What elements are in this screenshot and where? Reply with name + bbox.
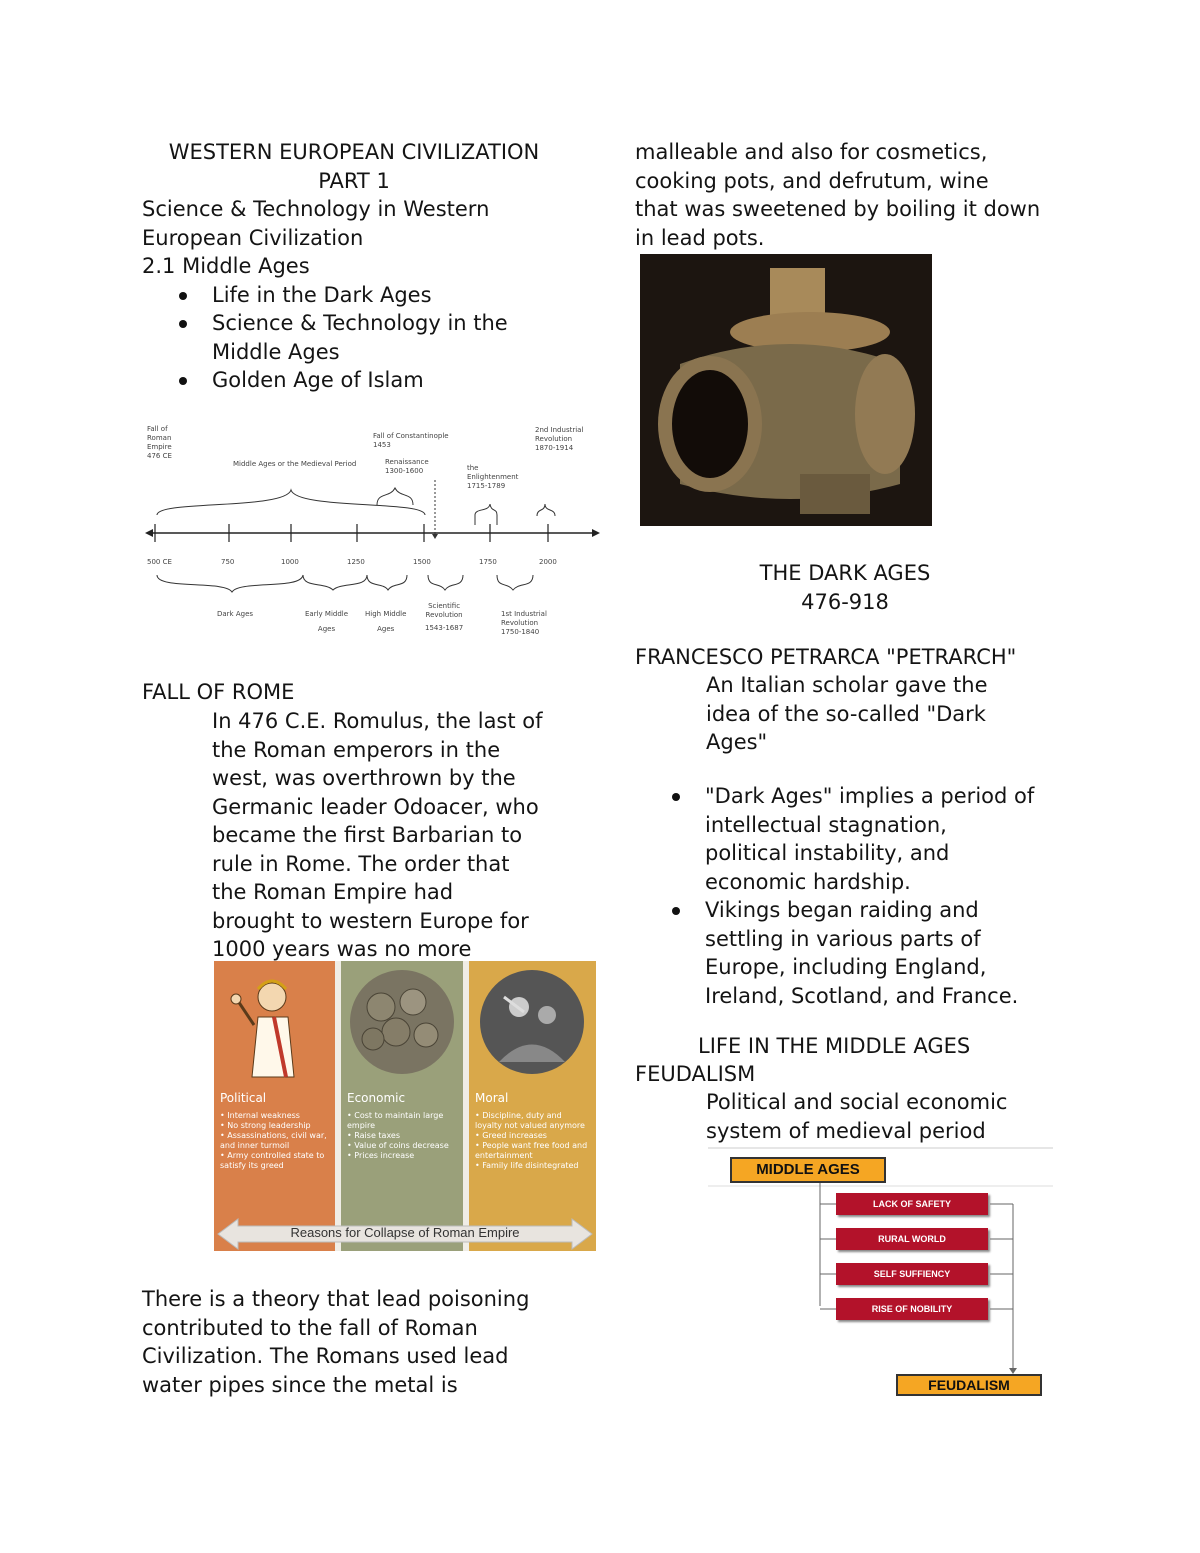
petrarch-heading: FRANCESCO PETRARCA "PETRARCH" bbox=[635, 645, 1017, 669]
moral-panel bbox=[469, 961, 596, 1251]
moral-list: • Discipline, duty and loyalty not valued anymore • Greed increases • People want free food and entertainment • Family life disintegrated bbox=[475, 1111, 591, 1171]
diagram-item: RISE OF NOBILITY bbox=[836, 1298, 988, 1320]
life-heading: LIFE IN THE MIDDLE AGES bbox=[698, 1034, 971, 1058]
economic-title: Economic bbox=[347, 1091, 406, 1105]
document-title bbox=[142, 138, 566, 195]
list-item: "Dark Ages" implies a period of intellectual stagnation, political instability, and economic hardship. bbox=[635, 782, 1075, 896]
list-item: Science & Technology in the bbox=[142, 309, 602, 338]
section-heading: 2.1 Middle Ages bbox=[142, 254, 310, 278]
coins-illustration bbox=[341, 967, 463, 1092]
emperor-illustration bbox=[214, 967, 335, 1092]
fall-of-rome-heading: FALL OF ROME bbox=[142, 680, 295, 704]
tick-label: 1500 bbox=[413, 558, 431, 566]
lead-theory-continued: malleable and also for cosmetics, cooking pots, and defrutum, wine that was sweetened by boiling it down in lead pots. bbox=[635, 140, 1041, 250]
tick-label: 1750 bbox=[479, 558, 497, 566]
moral-title: Moral bbox=[475, 1091, 509, 1105]
economic-panel bbox=[341, 961, 463, 1251]
dark-ages-bullets bbox=[635, 782, 1075, 1010]
political-list: • Internal weakness • No strong leadership • Assassinations, civil war, and inner turmoil • Army controlled state to satisfy its greed bbox=[220, 1111, 332, 1171]
feudalism-box: FEUDALISM bbox=[896, 1374, 1042, 1396]
crowd-illustration bbox=[469, 967, 596, 1092]
collapse-banner-text: Reasons for Collapse of Roman Empire bbox=[290, 1225, 520, 1240]
label-high-middle: High Middle Ages bbox=[365, 610, 407, 633]
diagram-item: RURAL WORLD bbox=[836, 1228, 988, 1250]
tick-label: 1250 bbox=[347, 558, 365, 566]
lead-theory-text: There is a theory that lead poisoning contributed to the fall of Roman Civilization. The Romans used lead water pipes since the metal is bbox=[142, 1287, 530, 1397]
label-constantinople: Fall of Constantinople 1453 bbox=[373, 432, 449, 449]
label-enlightenment: the Enlightenment 1715-1789 bbox=[467, 464, 519, 490]
subtitle-line-2: European Civilization bbox=[142, 225, 364, 250]
label-scientific: Scientific Revolution 1543-1687 bbox=[425, 602, 464, 632]
feudalism-text: Political and social economic system of medieval period bbox=[706, 1090, 1008, 1143]
tick-label: 1000 bbox=[281, 558, 299, 566]
label-first-industrial: 1st Industrial Revolution 1750-1840 bbox=[501, 610, 547, 636]
list-item-continuation: Middle Ages bbox=[212, 339, 340, 364]
fall-of-rome-text: In 476 C.E. Romulus, the last of the Roman emperors in the west, was overthrown by the Germanic leader Odoacer, who became the first Barbarian to rule in Rome. The order that the Roman Empire had brought to western Europe for 1000 years was no more bbox=[212, 709, 543, 961]
dark-ages-heading: THE DARK AGES 476-918 bbox=[759, 561, 931, 614]
political-panel bbox=[214, 961, 335, 1251]
topic-list bbox=[142, 281, 602, 395]
intro-block bbox=[142, 195, 602, 395]
timeline-figure bbox=[145, 420, 600, 648]
label-second-industrial: 2nd Industrial Revolution 1870-1914 bbox=[535, 426, 584, 452]
lead-pipe-illustration bbox=[640, 254, 932, 526]
collapse-infographic bbox=[214, 961, 596, 1251]
label-early-middle: Early Middle Ages bbox=[305, 610, 349, 633]
diagram-item: LACK OF SAFETY bbox=[836, 1193, 988, 1215]
label-middle-ages: Middle Ages or the Medieval Period bbox=[233, 460, 357, 468]
collapse-banner bbox=[214, 1217, 596, 1251]
list-item: Vikings began raiding and settling in various parts of Europe, including England, Ireland, Scotland, and France. bbox=[635, 896, 1075, 1010]
feudalism-heading: FEUDALISM bbox=[635, 1062, 756, 1086]
title-line-1: WESTERN EUROPEAN CIVILIZATION bbox=[168, 140, 540, 164]
label-fall-rome: Fall of Roman Empire 476 CE bbox=[147, 425, 172, 460]
lead-pipe-photo bbox=[640, 254, 932, 526]
political-title: Political bbox=[220, 1091, 267, 1105]
tick-label: 500 CE bbox=[147, 558, 172, 566]
label-renaissance: Renaissance 1300-1600 bbox=[385, 458, 429, 475]
tick-label: 2000 bbox=[539, 558, 557, 566]
middle-ages-box: MIDDLE AGES bbox=[730, 1157, 886, 1183]
title-line-2: PART 1 bbox=[318, 168, 390, 193]
economic-list: • Cost to maintain large empire • Raise taxes • Value of coins decrease • Prices increase bbox=[347, 1111, 459, 1161]
tick-label: 750 bbox=[221, 558, 235, 566]
list-item: Life in the Dark Ages bbox=[142, 281, 602, 310]
subtitle-line-1: Science & Technology in Western bbox=[142, 197, 490, 221]
petrarch-text: An Italian scholar gave the idea of the so-called "Dark Ages" bbox=[706, 673, 988, 754]
label-dark-ages: Dark Ages bbox=[217, 610, 254, 618]
list-item: Golden Age of Islam bbox=[142, 366, 602, 395]
feudalism-diagram bbox=[708, 1146, 1053, 1398]
diagram-item: SELF SUFFIENCY bbox=[836, 1263, 988, 1285]
